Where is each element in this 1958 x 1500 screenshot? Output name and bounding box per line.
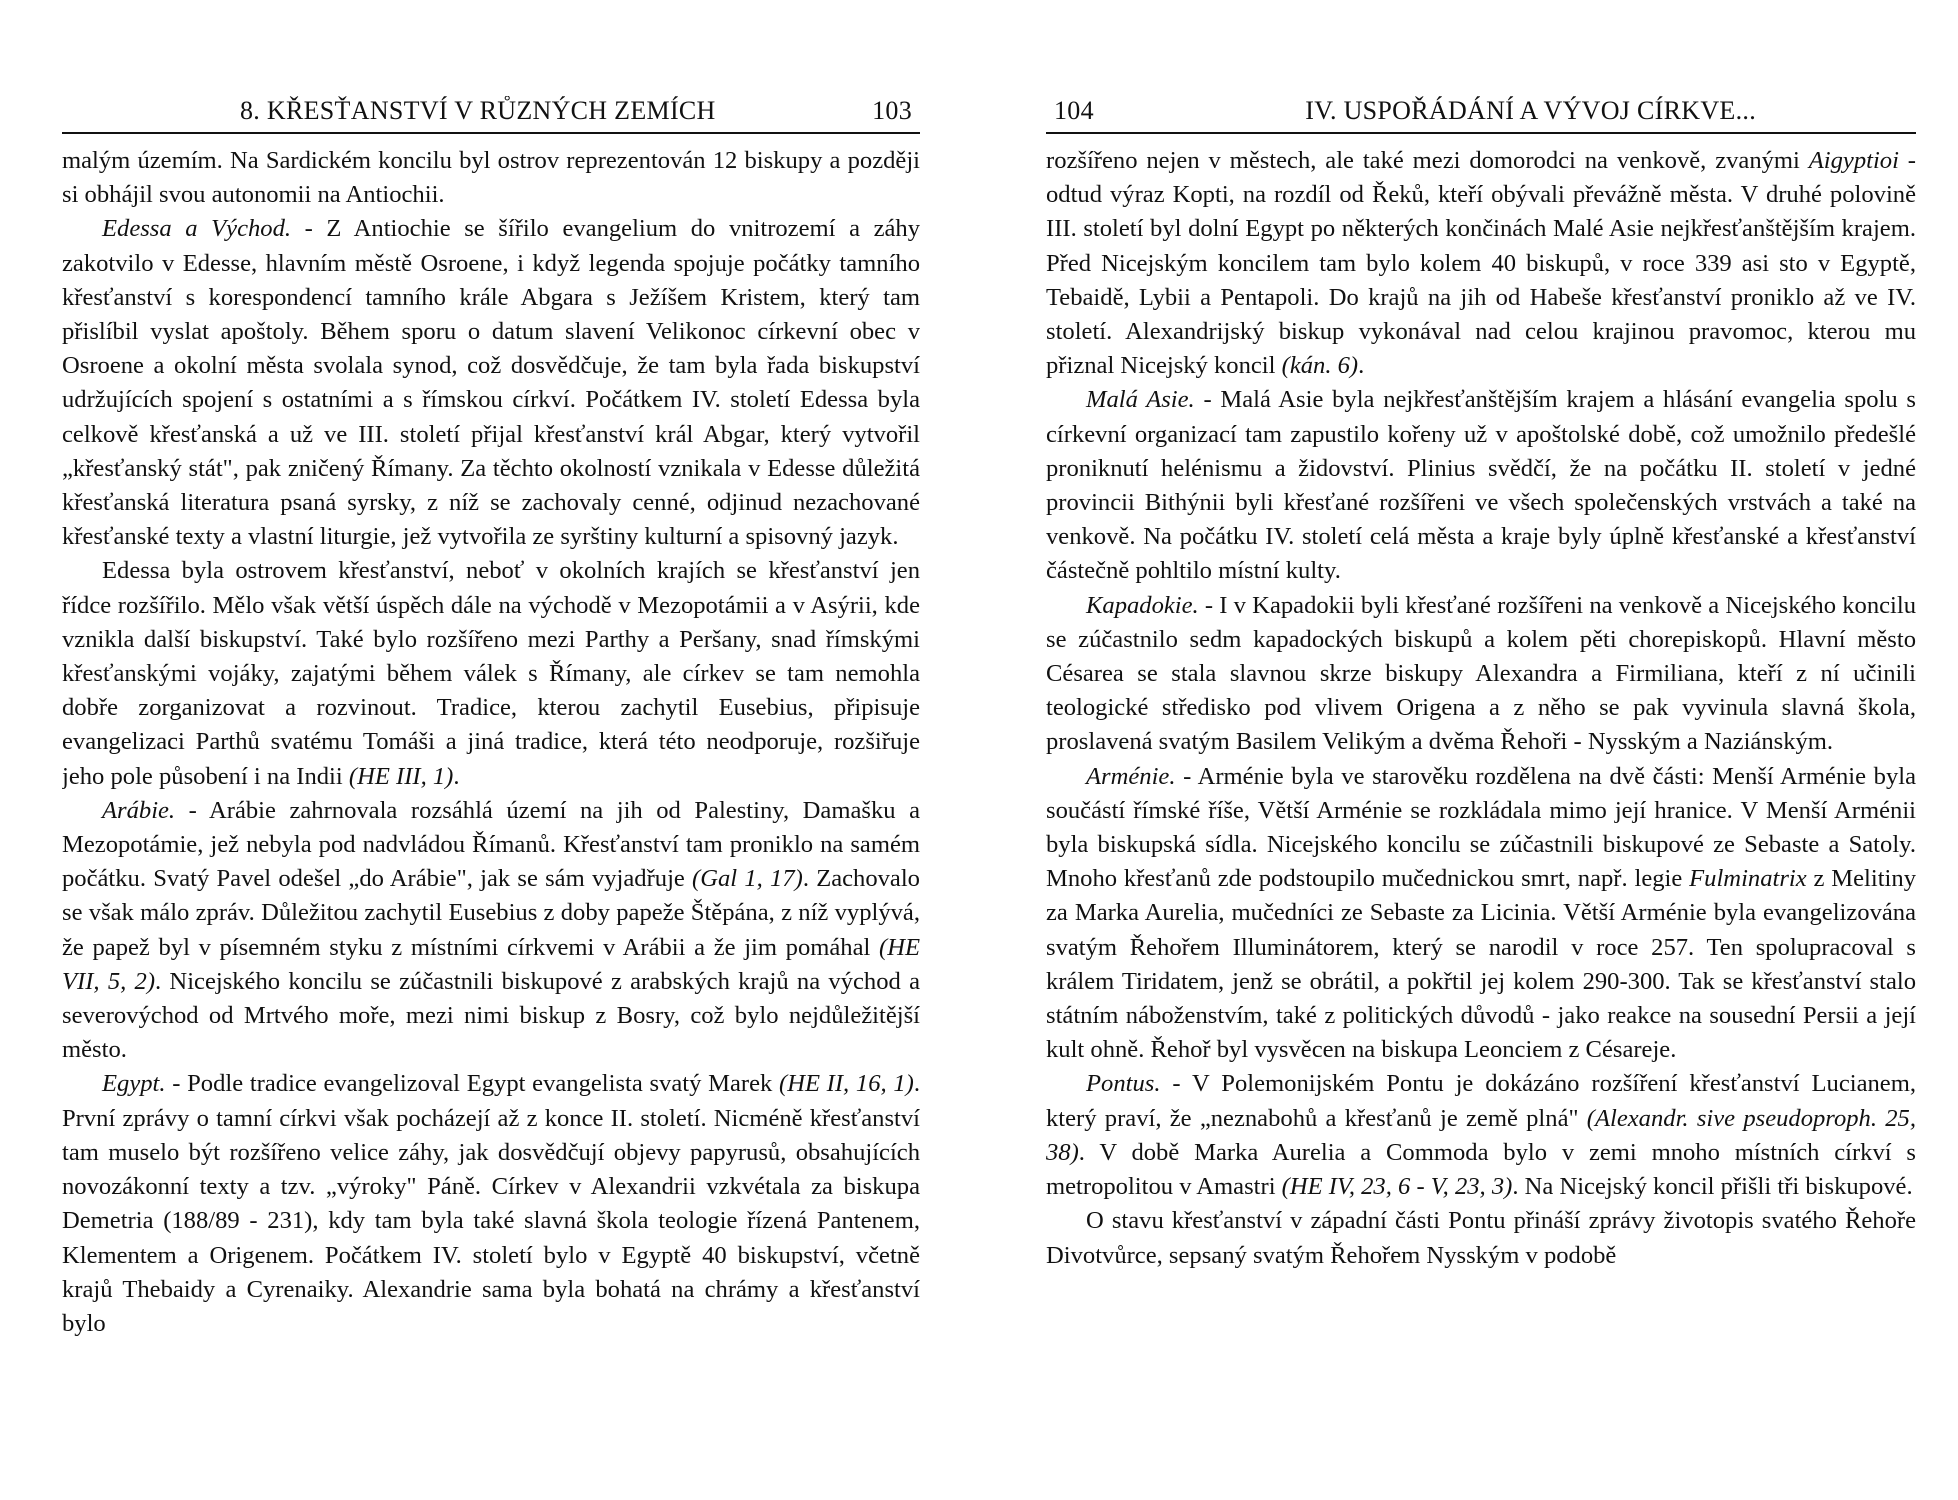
section-heading: Egypt. — [102, 1070, 166, 1098]
citation: (HE IV, 23, 6 - V, 23, 3) — [1281, 1173, 1513, 1201]
right-page — [1046, 96, 1916, 1476]
paragraph-pontus: Pontus. - V Polemonijském Pontu je dokázáno rozšíření křesťanství Lucianem, který praví, že „neznabohů a křesťanů je země plná" (Alexandr. sive pseudoproph. 25, 38). V době Marka Aurelia a Commoda bylo v zemi mnoho místních církví s metropolitou v Amastri (HE IV, 23, 6 - V, 23, 3). Na Nicejský koncil přišli tři biskupové. — [1046, 1070, 1916, 1201]
paragraph-edessa: Edessa a Východ. - Z Antiochie se šířilo evangelium do vnitrozemí a záhy zakotvilo v Edesse, hlavním městě Osroene, i když legenda spojuje počátky tamního křesťanství s korespondencí tamního krále Abgara s Ježíšem Kristem, který tam přislíbil vyslat apoštoly. Během sporu o datum slavení Velikonoc církevní obec v Osroene a okolní města svolala synod, což dosvědčuje, že tam byla řada biskupství udržujících spojení s ostatními a s římskou církví. Počátkem IV. století Edessa byla celkově křesťanská a už ve III. století přijal křesťanství král Abgar, který vytvořil „křesťanský stát", pak zničený Římany. Za těchto okolností vznikala v Edesse důležitá křesťanská literatura psaná syrsky, z níž se zachovaly cenné, odjinud nezachované křesťanské texty a vlastní liturgie, jež vytvořila ze syrštiny kulturní a spisovný jazyk. — [62, 215, 920, 551]
paragraph-kapadokie: Kapadokie. - I v Kapadokii byli křesťané rozšířeni na venkově a Nicejského koncilu se zúčastnilo sedm kapadockých biskupů a kolem pěti chorepiskopů. Hlavní město Césarea se stala slavnou skrze biskupy Alexandra a Firmiliana, kteří z ní učinili teologické středisko pod vlivem Origena a z něho se pak vyvinula slavná škola, proslavená svatým Basilem Velikým a dvěma Řehoři - Nysským a Naziánským. — [1046, 591, 1916, 756]
right-page-body — [1046, 144, 1916, 1273]
left-page — [62, 96, 920, 1476]
citation: (HE III, 1) — [348, 762, 454, 790]
citation: (Alexandr. sive pseudoproph. 25, 38) — [1046, 1104, 1916, 1166]
left-page-body — [62, 144, 920, 1341]
paragraph: Edessa byla ostrovem křesťanství, neboť v okolních krajích se křesťanství jen řídce rozšířilo. Mělo však větší úspěch dále na východě v Mezopotámii a v Asýrii, kde vznikla další biskupství. Také bylo rozšířeno mezi Parthy a Peršany, snad římskými křesťanskými vojáky, zajatými během válek s Římany, ale církev se tam nemohla dobře zorganizovat a rozvinout. Tradice, kterou zachytil Eusebius, připisuje evangelizaci Parthů svatému Tomáši a jiná tradice, která této neodporuje, rozšiřuje jeho pole působení i na Indii (HE III, 1). — [62, 557, 920, 790]
section-heading: Kapadokie. — [1086, 591, 1199, 619]
section-heading: Pontus. — [1086, 1070, 1161, 1098]
citation: (HE II, 16, 1) — [779, 1070, 914, 1098]
section-heading: Malá Asie. — [1086, 386, 1195, 414]
citation: (kán. 6) — [1281, 352, 1359, 380]
section-heading: Edessa a Východ. — [102, 215, 292, 243]
citation: (Gal 1, 17) — [692, 865, 803, 893]
paragraph-mala-asie: Malá Asie. - Malá Asie byla nejkřesťanštějším krajem a hlásání evangelia spolu s církevní organizací tam zapustilo kořeny už v apoštolské době, což umožnilo předešlé proniknutí helénismu a židovství. Plinius svědčí, že na počátku II. století v jedné provincii Bithýnii byli křesťané rozšířeni ve všech společenských vrstvách a také na venkově. Na počátku IV. století celá města a kraje byly úplně křesťanské a křesťanství částečně pohltilo místní kulty. — [1046, 386, 1916, 585]
paragraph-egypt: Egypt. - Podle tradice evangelizoval Egypt evangelista svatý Marek (HE II, 16, 1). První zprávy o tamní církvi však pocházejí až z konce II. století. Nicméně křesťanství tam muselo být rozšířeno velice záhy, jak dosvědčují objevy papyrusů, obsahujících novozákonní texty a tzv. „výroky" Páně. Církev v Alexandrii vzkvétala za biskupa Demetria (188/89 - 231), kdy tam byla také slavná škola teologie řízená Pantenem, Klementem a Origenem. Počátkem IV. století bylo v Egyptě 40 biskupství, včetně krajů Thebaidy a Cyrenaiky. Alexandrie sama byla bohatá na chrámy a křesťanství bylo — [62, 1070, 920, 1337]
paragraph-arabie: Arábie. - Arábie zahrnovala rozsáhlá území na jih od Palestiny, Damašku a Mezopotámie, jež nebyla pod nadvládou Římanů. Křesťanství tam proniklo na samém počátku. Svatý Pavel odešel „do Arábie", jak se sám vyjadřuje (Gal 1, 17). Zachovalo se však málo zpráv. Důležitou zachytil Eusebius z doby papeže Štěpána, z níž vyplývá, že papež byl v písemném styku z místními církvemi v Arábii a že jim pomáhal (HE VII, 5, 2). Nicejského koncilu se zúčastnili biskupové z arabských krajů na východ a severovýchod od Mrtvého moře, mezi nimi biskup z Bosry, což bylo nejdůležitější město. — [62, 796, 920, 1064]
left-page-number: 103 — [872, 96, 912, 125]
right-page-header — [1046, 96, 1916, 134]
left-page-header — [62, 96, 920, 134]
paragraph: malým územím. Na Sardickém koncilu byl ostrov reprezentován 12 biskupy a později si obhájil svou autonomii na Antiochii. — [62, 147, 920, 209]
paragraph-armenie: Arménie. - Arménie byla ve starověku rozdělena na dvě části: Menší Arménie byla součástí římské říše, Větší Arménie se rozkládala mimo její hranice. V Menší Arménii byla biskupská sídla. Nicejského koncilu se zúčastnili biskupové ze Sebaste a Satoly. Mnoho křesťanů zde podstoupilo mučednickou smrt, např. legie Fulminatrix z Melitiny za Marka Aurelia, mučedníci ze Sebaste za Licinia. Větší Arménie byla evangelizována svatým Řehořem Illuminátorem, který se narodil v roce 257. Ten spolupracoval s králem Tiridatem, jenž se obrátil, a pokřtil jej kolem 290-300. Tak se křesťanství stalo státním náboženstvím, také z politických důvodů - jako reakce na sousední Persii a její kult ohně. Řehoř byl vysvěcen na biskupa Leonciem z Césareje. — [1046, 762, 1916, 1064]
citation: Aigyptioi — [1808, 147, 1899, 174]
left-header-title: 8. KŘESŤANSTVÍ V RŮZNÝCH ZEMÍCH — [240, 96, 716, 125]
citation: Fulminatrix — [1689, 865, 1807, 893]
paragraph: rozšířeno nejen v městech, ale také mezi domorodci na venkově, zvanými Aigyptioi - odtud výraz Kopti, na rozdíl od Řeků, kteří obývali převážně města. V druhé polovině III. století byl dolní Egypt po některých končinách Malé Asie nejkřesťanštějším krajem. Před Nicejským koncilem tam bylo kolem 40 biskupů, v roce 339 asi sto v Egyptě, Tebaidě, Lybii a Pentapoli. Do krajů na jih od Habeše křesťanství proniklo až ve IV. století. Alexandrijský biskup vykonával nad celou krajinou pravomoc, kterou mu přiznal Nicejský koncil (kán. 6). — [1046, 147, 1916, 380]
section-heading: Arménie. — [1086, 762, 1176, 790]
paragraph: O stavu křesťanství v západní části Pontu přináší zprávy životopis svatého Řehoře Divotvůrce, sepsaný svatým Řehořem Nysským v podobě — [1046, 1207, 1916, 1269]
right-header-title: IV. USPOŘÁDÁNÍ A VÝVOJ CÍRKVE... — [1305, 96, 1756, 125]
section-heading: Arábie. — [102, 796, 176, 824]
right-page-number: 104 — [1054, 96, 1094, 125]
citation: (HE VII, 5, 2) — [62, 933, 920, 995]
